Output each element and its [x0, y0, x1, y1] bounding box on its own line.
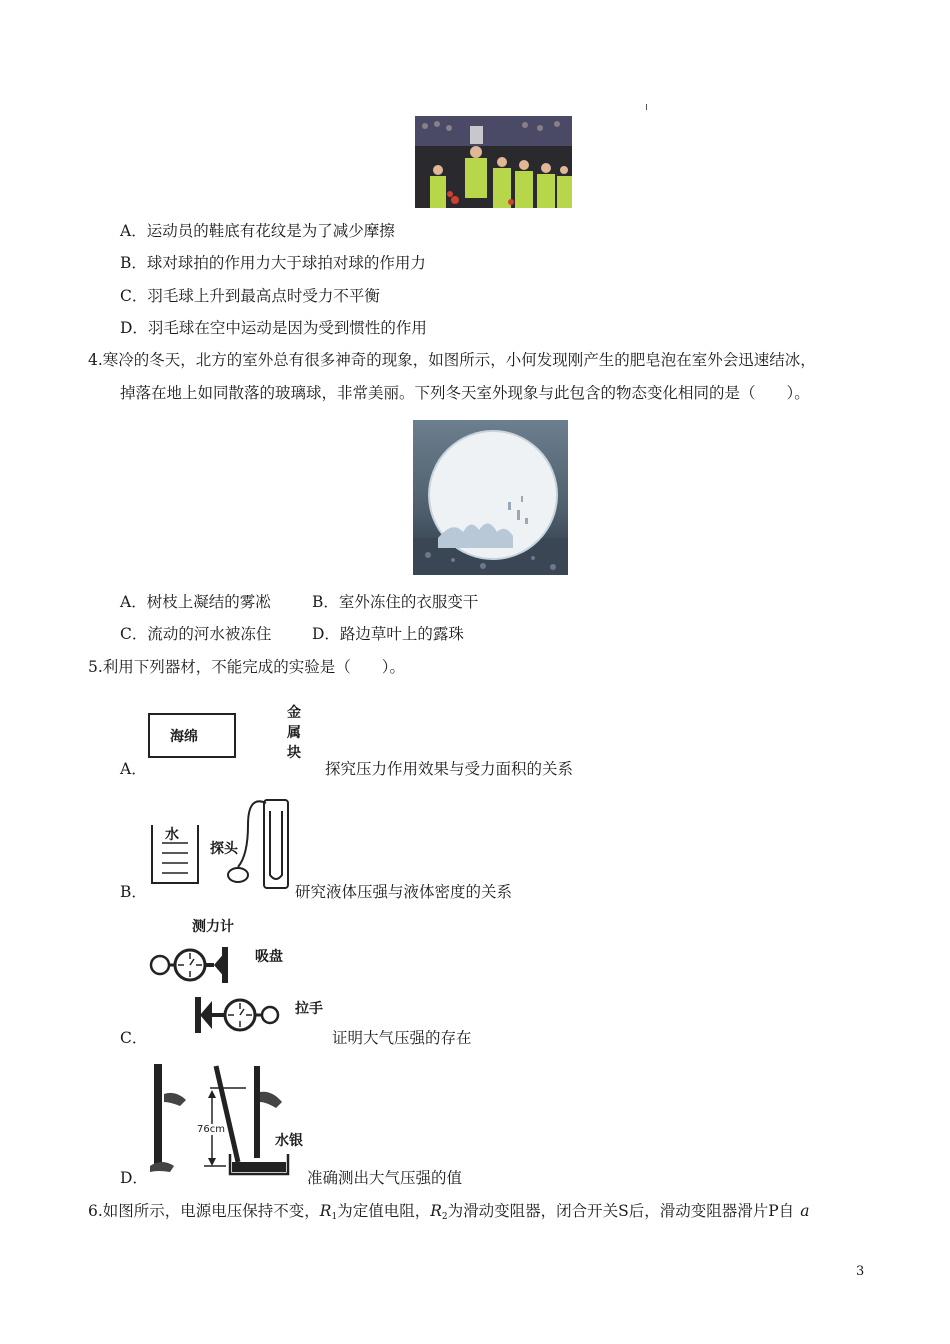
- q4-option-a: A．树枝上凝结的雾凇: [120, 593, 271, 611]
- r1-subscript: 1: [331, 1212, 338, 1222]
- point-a: a: [800, 1202, 810, 1220]
- q5-c-text: 证明大气压强的存在: [332, 1029, 472, 1047]
- sponge-label: 海绵: [170, 729, 198, 745]
- frozen-bubble-photo: [413, 420, 568, 575]
- q5-a-letter: A．: [120, 760, 147, 778]
- q6-part-3: 为滑动变阻器，闭合开关S后，滑动变阻器滑片P自: [447, 1202, 795, 1220]
- page-number: 3: [856, 1264, 865, 1279]
- q3-option-d: D．羽毛球在空中运动是因为受到惯性的作用: [120, 319, 427, 337]
- probe-label: 探头: [210, 841, 238, 857]
- q4-option-c: C．流动的河水被冻住: [120, 625, 272, 643]
- metal-block-char-1: 金: [287, 705, 301, 721]
- metal-block-char-2: 属: [287, 725, 301, 741]
- handle-label: 拉手: [295, 1001, 323, 1017]
- q5-d-letter: D．: [120, 1169, 148, 1187]
- small-mark: [646, 104, 647, 110]
- dynamometer-label: 测力计: [192, 919, 234, 935]
- q6-stem: [88, 1201, 809, 1227]
- q6-part-1: 6.如图所示，电源电压保持不变，: [88, 1202, 320, 1220]
- height-label: 76cm: [197, 1124, 225, 1135]
- r2-subscript: 2: [441, 1212, 448, 1222]
- q3-option-b: B．球对球拍的作用力大于球拍对球的作用力: [120, 254, 426, 272]
- metal-block-char-3: 块: [287, 745, 301, 761]
- q4-stem-line1: 4.寒冷的冬天，北方的室外总有很多神奇的现象，如图所示，小何发现刚产生的肥皂泡在室外会迅速结冰，: [88, 351, 816, 369]
- q4-option-b: B．室外冻住的衣服变干: [312, 593, 479, 611]
- q3-option-a: A．运动员的鞋底有花纹是为了减少摩擦: [120, 222, 395, 240]
- q5-b-text: 研究液体压强与液体密度的关系: [295, 883, 513, 901]
- mercury-label: 水银: [275, 1133, 303, 1149]
- badminton-team-photo: [415, 116, 572, 208]
- q5-a-text: 探究压力作用效果与受力面积的关系: [325, 760, 574, 778]
- q5-b-letter: B．: [120, 883, 147, 901]
- r2-symbol: R: [430, 1202, 442, 1220]
- q5-d-text: 准确测出大气压强的值: [307, 1169, 463, 1187]
- suction-cup-diagram: [148, 935, 308, 1040]
- q4-stem-line2: 掉落在地上如同散落的玻璃球，非常美丽。下列冬天室外现象与此包含的物态变化相同的是（ ）。: [120, 384, 810, 402]
- water-label: 水: [165, 827, 179, 843]
- torricelli-diagram: [146, 1062, 306, 1182]
- q6-part-2: 为定值电阻，: [337, 1202, 431, 1220]
- suction-cup-label: 吸盘: [255, 949, 283, 965]
- q5-stem: 5.利用下列器材，不能完成的实验是（ ）。: [88, 658, 406, 676]
- q3-option-c: C．羽毛球上升到最高点时受力不平衡: [120, 287, 380, 305]
- r1-symbol: R: [319, 1202, 332, 1220]
- q4-option-d: D．路边草叶上的露珠: [312, 625, 464, 643]
- q5-c-letter: C．: [120, 1029, 148, 1047]
